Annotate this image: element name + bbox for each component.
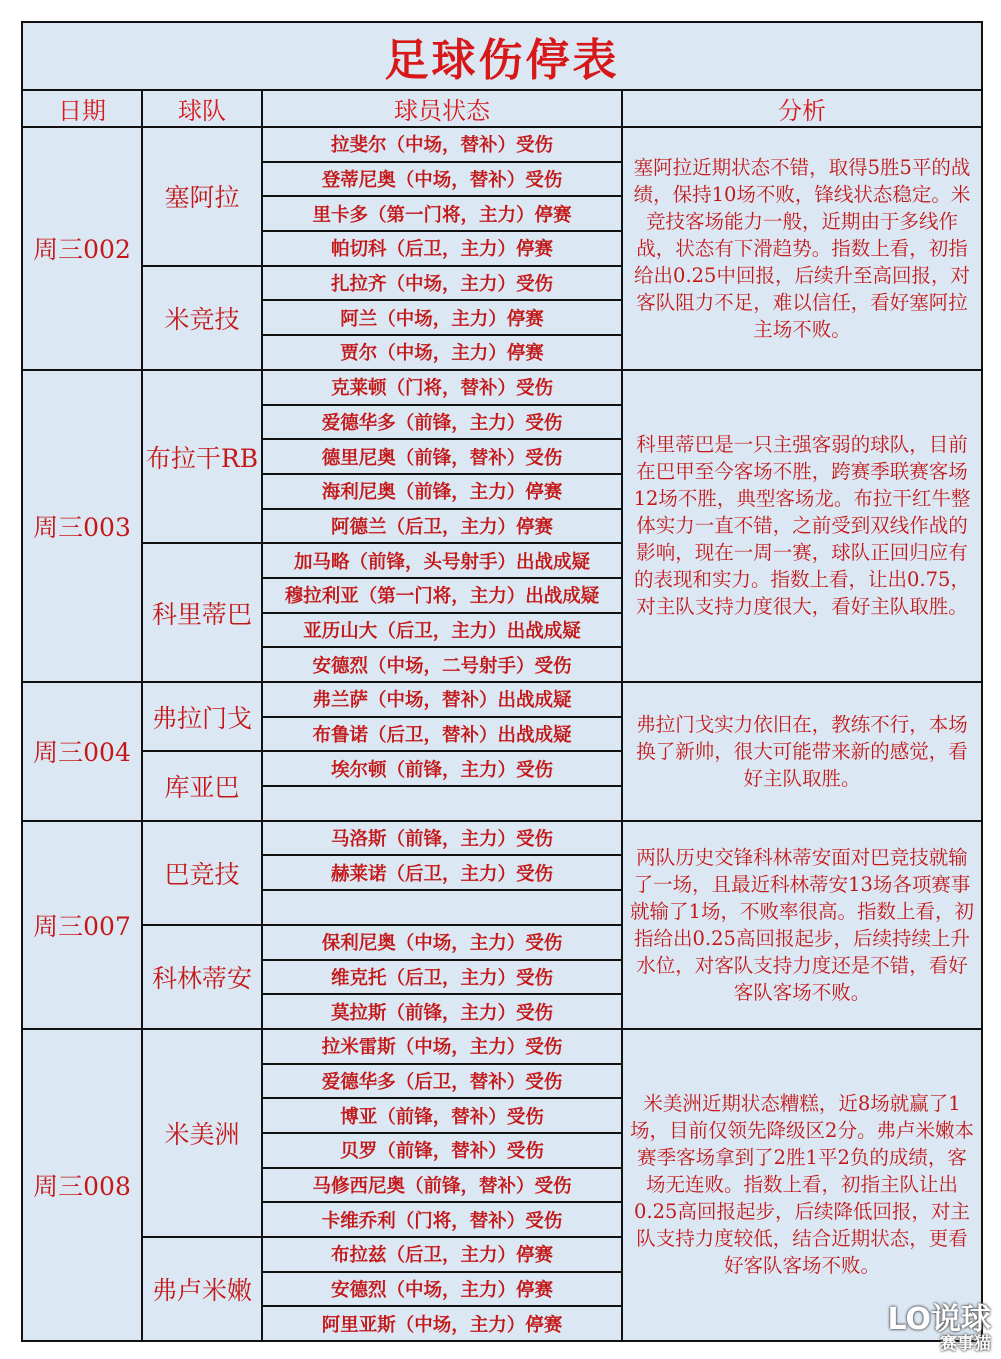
team-name: 弗拉门戈 bbox=[142, 682, 262, 751]
match-analysis: 塞阿拉近期状态不错，取得5胜5平的战绩，保持10场不败，锋线状态稳定。米竞技客场能力一般，近期由于多线作战，状态有下滑趋势。指数上看，初指给出0.25中回报，后续升至高回报，对客队阻力不足，难以信任，看好塞阿拉主场不败。 bbox=[622, 127, 982, 370]
player-status: 卡维乔利（门将，替补）受伤 bbox=[262, 1202, 622, 1237]
player-status: 博亚（前锋，替补）受伤 bbox=[262, 1098, 622, 1133]
player-status: 保利尼奥（中场，主力）受伤 bbox=[262, 925, 622, 960]
match-analysis: 科里蒂巴是一只主强客弱的球队，目前在巴甲至今客场不胜，跨赛季联赛客场12场不胜，典型客场龙。布拉干红牛整体实力一直不错，之前受到双线作战的影响，现在一周一赛，球队正回归应有的表现和实力。指数上看，让出0.75，对主队支持力度很大，看好主队取胜。 bbox=[622, 370, 982, 682]
team-name: 塞阿拉 bbox=[142, 127, 262, 266]
header-players: 球员状态 bbox=[262, 90, 622, 127]
player-status: 阿兰（中场，主力）停赛 bbox=[262, 300, 622, 335]
table-title: 足球伤停表 bbox=[22, 22, 982, 90]
player-status: 亚历山大（后卫，主力）出战成疑 bbox=[262, 613, 622, 648]
team-name: 科里蒂巴 bbox=[142, 543, 262, 682]
match-analysis: 两队历史交锋科林蒂安面对巴竞技就输了一场，且最近科林蒂安13场各项赛事就输了1场，不败率很高。指数上看，初指给出0.25高回报起步，后续持续上升水位，对客队支持力度还是不错，看好客队客场不败。 bbox=[622, 821, 982, 1029]
player-status: 阿里亚斯（中场，主力）停赛 bbox=[262, 1306, 622, 1341]
player-status: 克莱顿（门将，替补）受伤 bbox=[262, 370, 622, 405]
team-name: 米美洲 bbox=[142, 1029, 262, 1237]
player-status: 穆拉利亚（第一门将，主力）出战成疑 bbox=[262, 578, 622, 613]
team-name: 布拉干RB bbox=[142, 370, 262, 543]
header-analysis: 分析 bbox=[622, 90, 982, 127]
player-status: 赫莱诺（后卫，主力）受伤 bbox=[262, 855, 622, 890]
team-name: 科林蒂安 bbox=[142, 925, 262, 1029]
player-status: 安德烈（中场，主力）停赛 bbox=[262, 1272, 622, 1307]
player-status bbox=[262, 786, 622, 821]
player-status: 爱德华多（前锋，主力）受伤 bbox=[262, 405, 622, 440]
watermark-sub: 赛事猫 bbox=[940, 1334, 991, 1354]
player-status: 海利尼奥（前锋，主力）停赛 bbox=[262, 474, 622, 509]
player-status: 贾尔（中场，主力）停赛 bbox=[262, 335, 622, 370]
table-row bbox=[22, 682, 982, 717]
team-name: 库亚巴 bbox=[142, 751, 262, 820]
player-status: 爱德华多（后卫，替补）受伤 bbox=[262, 1064, 622, 1099]
watermark bbox=[887, 1302, 991, 1354]
player-status: 布鲁诺（后卫，替补）出战成疑 bbox=[262, 717, 622, 752]
match-date: 周三002 bbox=[22, 127, 142, 370]
player-status: 拉米雷斯（中场，主力）受伤 bbox=[262, 1029, 622, 1064]
team-name: 弗卢米嫩 bbox=[142, 1237, 262, 1341]
match-date: 周三004 bbox=[22, 682, 142, 821]
player-status: 维克托（后卫，主力）受伤 bbox=[262, 960, 622, 995]
player-status: 莫拉斯（前锋，主力）受伤 bbox=[262, 994, 622, 1029]
player-status: 德里尼奥（前锋，替补）受伤 bbox=[262, 439, 622, 474]
player-status: 弗兰萨（中场，替补）出战成疑 bbox=[262, 682, 622, 717]
team-name: 米竞技 bbox=[142, 266, 262, 370]
player-status: 埃尔顿（前锋，主力）受伤 bbox=[262, 751, 622, 786]
match-analysis: 弗拉门戈实力依旧在，教练不行，本场换了新帅，很大可能带来新的感觉，看好主队取胜。 bbox=[622, 682, 982, 821]
player-status: 扎拉齐（中场，主力）受伤 bbox=[262, 266, 622, 301]
player-status: 布拉兹（后卫，主力）停赛 bbox=[262, 1237, 622, 1272]
player-status: 安德烈（中场，二号射手）受伤 bbox=[262, 647, 622, 682]
player-status: 阿德兰（后卫，主力）停赛 bbox=[262, 509, 622, 544]
table-row bbox=[22, 821, 982, 856]
table-row bbox=[22, 1029, 982, 1064]
injury-table bbox=[21, 21, 983, 1342]
team-name: 巴竞技 bbox=[142, 821, 262, 925]
player-status: 里卡多（第一门将，主力）停赛 bbox=[262, 196, 622, 231]
player-status: 马洛斯（前锋，主力）受伤 bbox=[262, 821, 622, 856]
player-status: 马修西尼奥（前锋，替补）受伤 bbox=[262, 1168, 622, 1203]
header-team: 球队 bbox=[142, 90, 262, 127]
table-body bbox=[22, 127, 982, 1341]
match-analysis: 米美洲近期状态糟糕，近8场就赢了1场，目前仅领先降级区2分。弗卢米嫩本赛季客场拿到了2胜1平2负的成绩，客场无连败。指数上看，初指主队让出0.25高回报起步，后续降低回报，对主队支持力度较低，结合近期状态，更看好客队客场不败。 bbox=[622, 1029, 982, 1341]
player-status: 拉斐尔（中场，替补）受伤 bbox=[262, 127, 622, 162]
match-date: 周三007 bbox=[22, 821, 142, 1029]
player-status: 加马略（前锋，头号射手）出战成疑 bbox=[262, 543, 622, 578]
match-date: 周三008 bbox=[22, 1029, 142, 1341]
player-status: 帕切科（后卫，主力）停赛 bbox=[262, 231, 622, 266]
table-row bbox=[22, 370, 982, 405]
header-date: 日期 bbox=[22, 90, 142, 127]
match-date: 周三003 bbox=[22, 370, 142, 682]
player-status: 贝罗（前锋，替补）受伤 bbox=[262, 1133, 622, 1168]
player-status bbox=[262, 890, 622, 925]
watermark-brand: LO说球 bbox=[887, 1302, 991, 1337]
player-status: 登蒂尼奥（中场，替补）受伤 bbox=[262, 162, 622, 197]
table-row bbox=[22, 127, 982, 162]
